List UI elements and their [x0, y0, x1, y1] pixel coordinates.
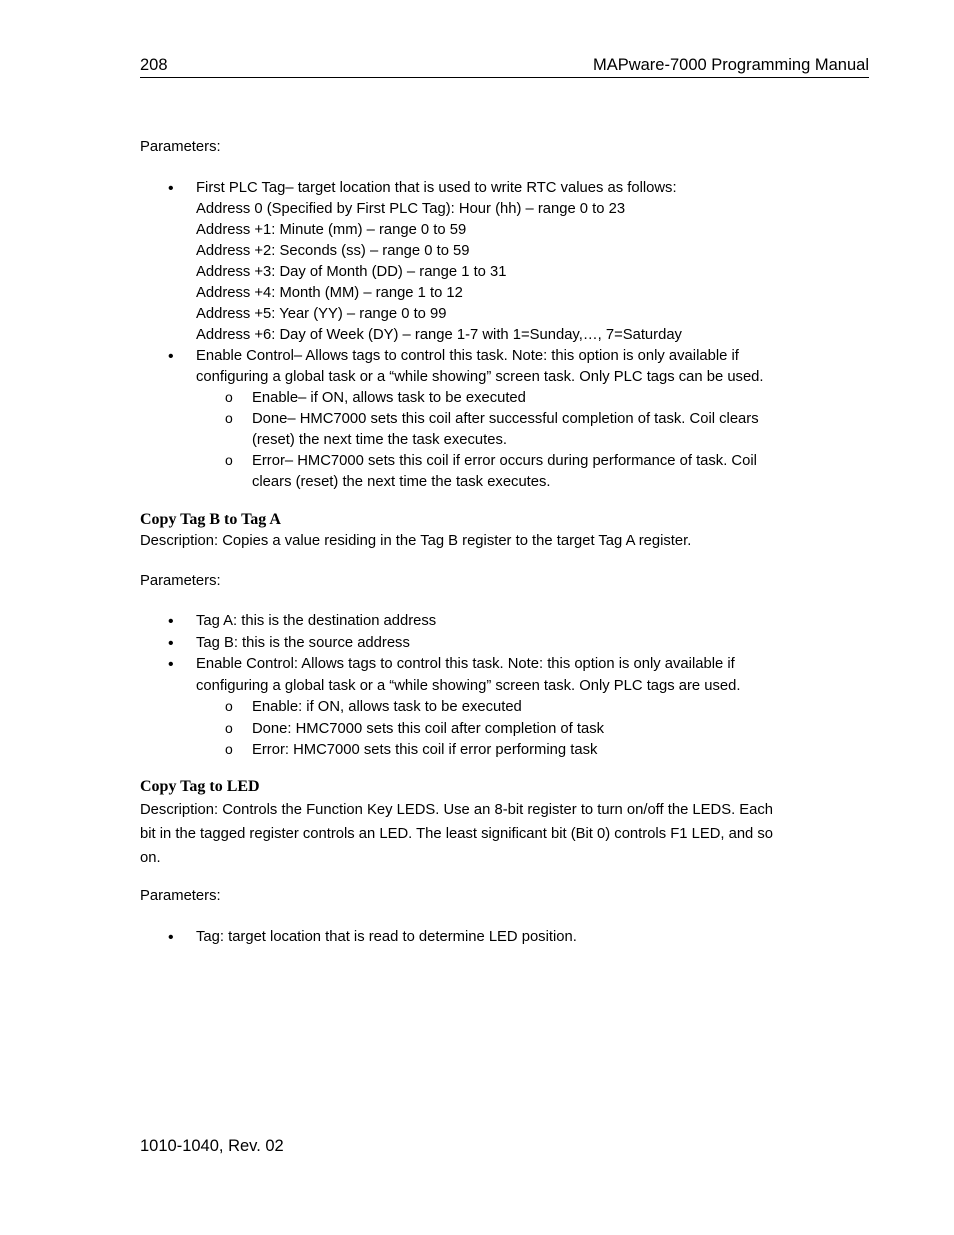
section-description: Description: Controls the Function Key LEDS. Use an 8-bit register to turn on/off the LEDS. Each bit in the tagged register controls an LED. The least significant bit (Bit 0) controls F1 LED, and so on.: [140, 801, 774, 866]
page-number: 208: [140, 56, 168, 74]
sub-list: [196, 388, 830, 493]
sub-list-item: o Error– HMC7000 sets this coil if error occurs during performance of task. Coil clears (reset) the next time the task executes.: [196, 451, 830, 493]
sub-list-item: o Enable– if ON, allows task to be executed: [196, 388, 830, 409]
section-description: Description: Copies a value residing in the Tag B register to the target Tag A register.: [140, 533, 692, 549]
parameter-list: [140, 927, 830, 948]
list-item: • Tag: target location that is read to determine LED position.: [140, 927, 830, 948]
page-header: [140, 56, 869, 78]
page-footer: 1010-1040, Rev. 02: [140, 1137, 284, 1155]
sub-list: [196, 697, 830, 762]
list-item: • Tag B: this is the source address: [140, 633, 830, 655]
sub-list-item: o Done: HMC7000 sets this coil after completion of task: [196, 719, 830, 741]
sub-list-item: o Done– HMC7000 sets this coil after successful completion of task. Coil clears (reset) the next time the task executes.: [196, 409, 830, 451]
list-item: • First PLC Tag– target location that is used to write RTC values as follows: Address 0 (Specified by First PLC Tag): Hour (hh) – range 0 to 23 Address +1: Minute (mm) – range 0 to 59 Address +2: Seconds (ss) – range 0 to 59 Address +3: Day of Month (DD) – range 1 to 31 Address +4: Month (MM) – range 1 to 12 Address +5: Year (YY) – range 0 to 99 Address +6: Day of Week (DY) – range 1-7 with 1=Sunday,…, 7=Saturday: [140, 178, 830, 346]
section-heading: Copy Tag to LED: [140, 777, 260, 795]
parameter-list: [140, 178, 830, 493]
section-heading: Copy Tag B to Tag A: [140, 511, 281, 528]
document-title: MAPware-7000 Programming Manual: [592, 56, 869, 74]
list-item: • Tag A: this is the destination address: [140, 611, 830, 633]
sub-list-item: o Error: HMC7000 sets this coil if error performing task: [196, 740, 830, 762]
parameters-label: Parameters:: [140, 887, 221, 904]
sub-list-item: o Enable: if ON, allows task to be executed: [196, 697, 830, 719]
parameters-label: Parameters:: [140, 139, 221, 155]
list-item: • Enable Control– Allows tags to control this task. Note: this option is only available if configuring a global task or a “while showing” screen task. Only PLC tags can be used. o Enable– if ON, allows task to be executed o Done– HMC7000 sets this coil after successful completion of task. Coil clears (reset) the next time the task executes. o Error– HMC7000 sets this coil if error occurs during performance of task. Coil clears (reset) the next time the task executes.: [140, 346, 830, 493]
page-content: [140, 137, 830, 948]
list-item: • Enable Control: Allows tags to control this task. Note: this option is only available if configuring a global task or a “while showing” screen task. Only PLC tags are used. o Enable: if ON, allows task to be executed o Done: HMC7000 sets this coil after completion of task o Error: HMC7000 sets this coil if error performing task: [140, 654, 830, 762]
parameters-label: Parameters:: [140, 573, 221, 589]
parameter-list: [140, 611, 830, 762]
